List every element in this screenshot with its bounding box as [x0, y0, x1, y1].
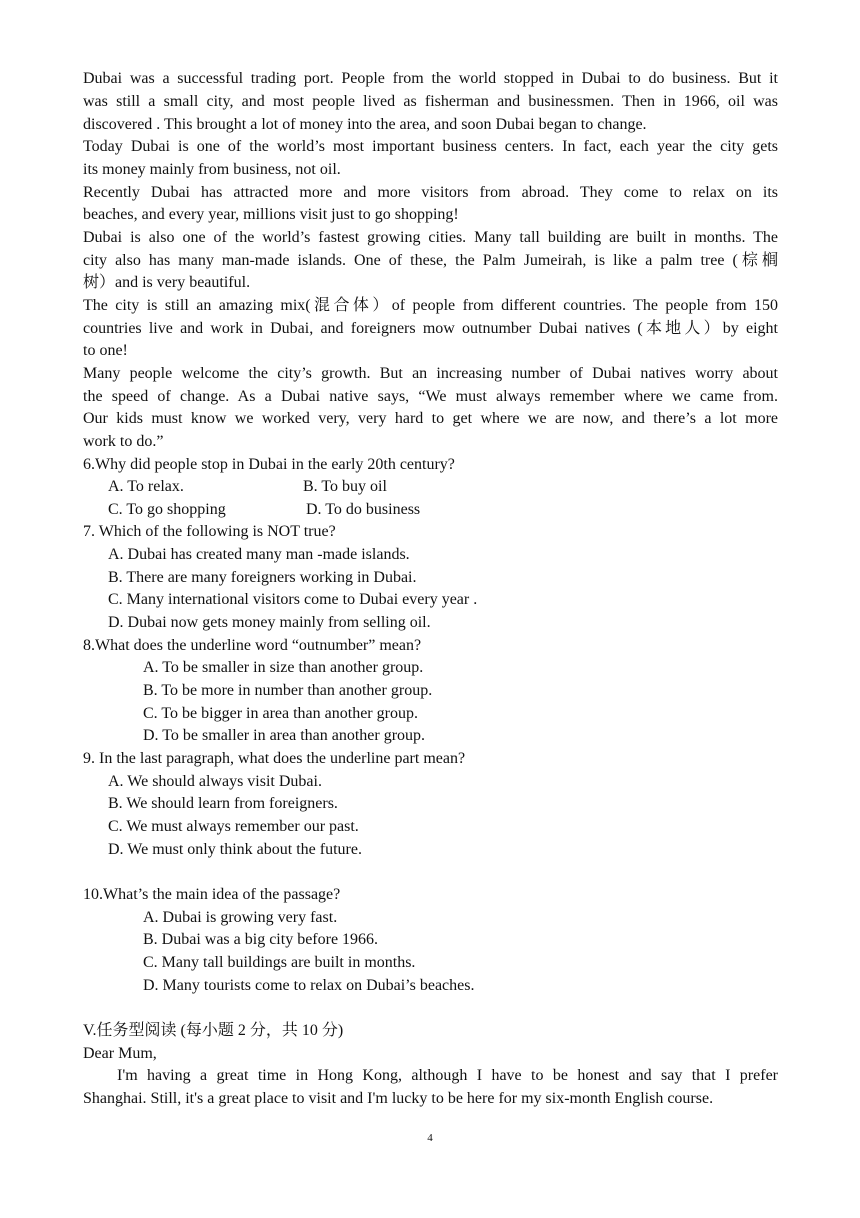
question-8-stem: 8.What does the underline word “outnumber” mean?: [83, 637, 422, 654]
question-9-option-c: C. We must always remember our past.: [108, 818, 359, 835]
question-6-option-d: D. To do business: [306, 501, 421, 518]
question-10-stem: 10.What’s the main idea of the passage?: [83, 886, 341, 903]
question-6-option-a: A. To relax.: [108, 478, 184, 495]
passage-line: was still a small city, and most people lived as fisherman and businessmen. Then in 1966, oil was: [83, 93, 778, 110]
section-heading: V.任务型阅读 (每小题 2 分，共 10 分): [83, 1022, 344, 1039]
question-8-option-a: A. To be smaller in size than another group.: [143, 659, 424, 676]
question-7-option-a: A. Dubai has created many man -made islands.: [108, 546, 410, 563]
passage-line: 树）and is very beautiful.: [83, 274, 251, 291]
passage-line: its money mainly from business, not oil.: [83, 161, 341, 178]
passage-line: The city is still an amazing mix(混合体）of people from different countries. The people from 150: [83, 297, 778, 314]
letter-line: Shanghai. Still, it's a great place to visit and I'm lucky to be here for my six-month English course.: [83, 1090, 714, 1107]
passage-line: Recently Dubai has attracted more and more visitors from abroad. They come to relax on its: [83, 184, 778, 201]
passage-line: Dubai was a successful trading port. People from the world stopped in Dubai to do business. But it: [83, 70, 778, 87]
question-7-option-c: C. Many international visitors come to Dubai every year .: [108, 591, 478, 608]
question-7-stem: 7. Which of the following is NOT true?: [83, 523, 336, 540]
question-10-option-d: D. Many tourists come to relax on Dubai’s beaches.: [143, 977, 475, 994]
page-number: 4: [427, 1132, 433, 1144]
question-9-option-b: B. We should learn from foreigners.: [108, 795, 338, 812]
passage-line: Our kids must know we worked very, very hard to get where we are now, and there’s a lot more: [83, 410, 778, 427]
question-6-stem: 6.Why did people stop in Dubai in the early 20th century?: [83, 456, 455, 473]
question-9-stem: 9. In the last paragraph, what does the underline part mean?: [83, 750, 466, 767]
question-6-option-c: C. To go shopping: [108, 501, 226, 518]
passage-line: work to do.”: [83, 433, 164, 450]
question-10-option-a: A. Dubai is growing very fast.: [143, 909, 338, 926]
question-7-option-b: B. There are many foreigners working in Dubai.: [108, 569, 417, 586]
question-9-option-a: A. We should always visit Dubai.: [108, 773, 322, 790]
question-8-option-c: C. To be bigger in area than another group.: [143, 705, 418, 722]
question-10-option-c: C. Many tall buildings are built in months.: [143, 954, 416, 971]
question-8-option-d: D. To be smaller in area than another group.: [143, 727, 426, 744]
passage-line: to one!: [83, 342, 128, 359]
letter-line: I'm having a great time in Hong Kong, although I have to be honest and say that I prefer: [117, 1067, 778, 1084]
question-8-option-b: B. To be more in number than another group.: [143, 682, 433, 699]
passage-line: city also has many man-made islands. One of these, the Palm Jumeirah, is like a palm tree (棕榈: [83, 252, 778, 269]
passage-line: beaches, and every year, millions visit just to go shopping!: [83, 206, 459, 223]
passage-line: Dubai is also one of the world’s fastest growing cities. Many tall building are built in months. The: [83, 229, 778, 246]
passage-line: the speed of change. As a Dubai native says, “We must always remember where we came from.: [83, 388, 778, 405]
passage-line: countries live and work in Dubai, and foreigners mow outnumber Dubai natives (本地人）by eight: [83, 320, 778, 337]
passage-line: discovered . This brought a lot of money into the area, and soon Dubai began to change.: [83, 116, 647, 133]
question-6-option-b: B. To buy oil: [303, 478, 387, 495]
letter-salutation: Dear Mum,: [83, 1045, 157, 1062]
question-7-option-d: D. Dubai now gets money mainly from selling oil.: [108, 614, 431, 631]
question-9-option-d: D. We must only think about the future.: [108, 841, 362, 858]
passage-line: Today Dubai is one of the world’s most important business centers. In fact, each year the city gets: [83, 138, 778, 155]
question-10-option-b: B. Dubai was a big city before 1966.: [143, 931, 379, 948]
passage-line: Many people welcome the city’s growth. But an increasing number of Dubai natives worry about: [83, 365, 778, 382]
